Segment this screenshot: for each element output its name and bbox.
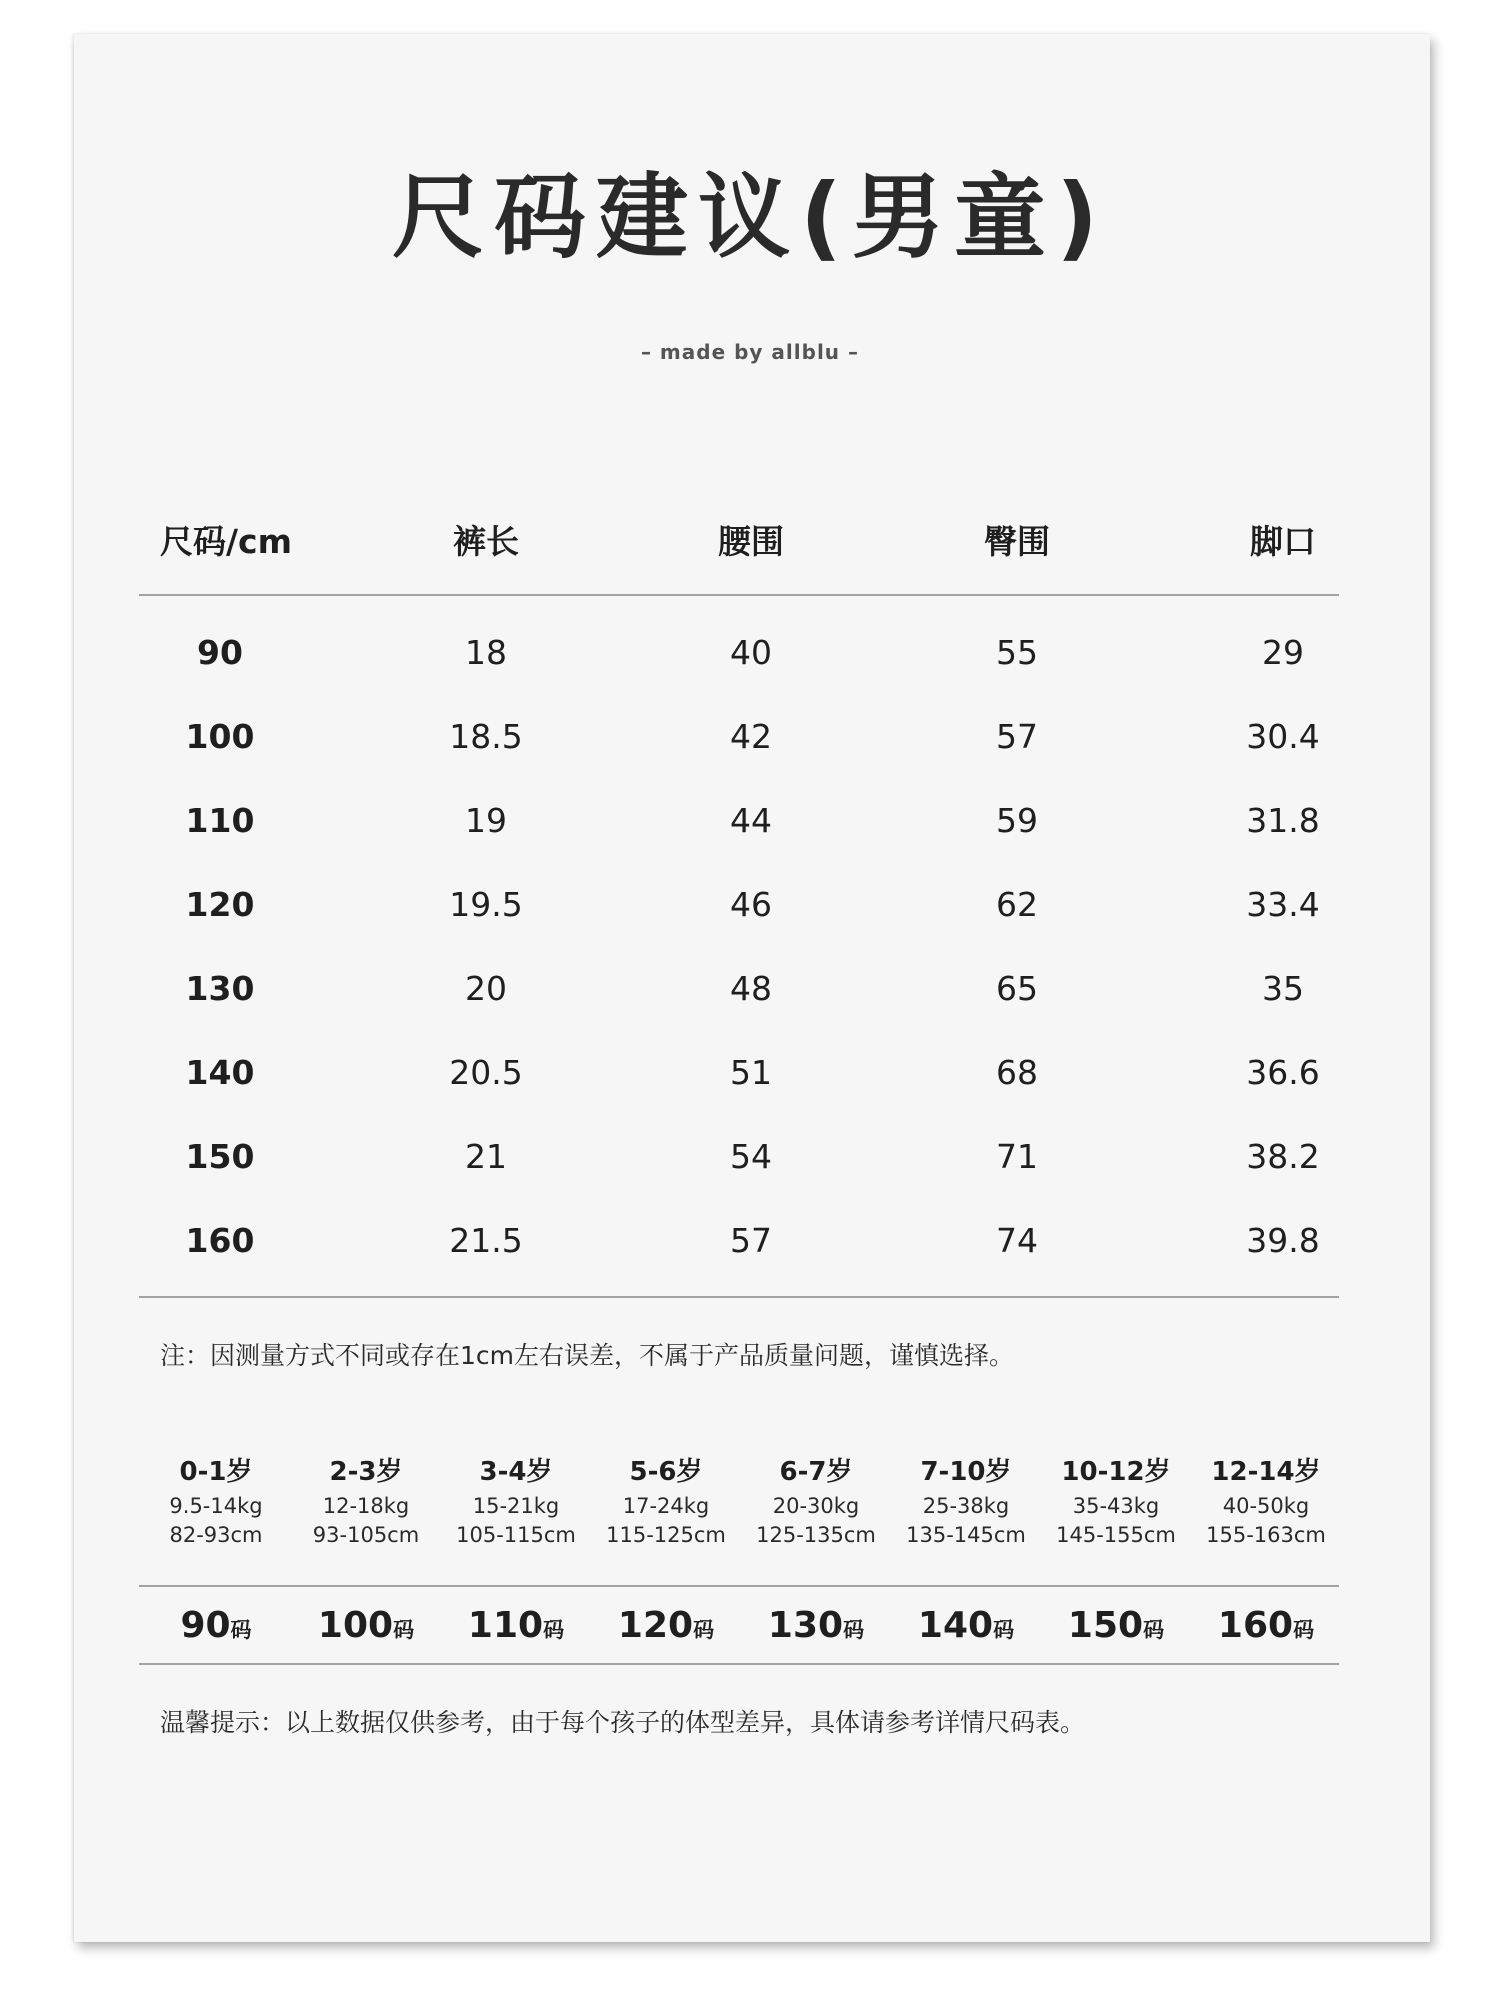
- age-guide-divider: [139, 1585, 1339, 1587]
- size-code-unit: 码: [1293, 1618, 1315, 1642]
- cell-hip: 71: [996, 1137, 1038, 1176]
- size-code: [618, 1594, 714, 1664]
- cell-waist: 57: [730, 1221, 772, 1260]
- cell-pants-length: 18: [465, 633, 507, 672]
- warm-tip: 温馨提示：以上数据仅供参考，由于每个孩子的体型差异，具体请参考详情尺码表。: [160, 1708, 1086, 1737]
- size-code-unit: 码: [230, 1618, 252, 1642]
- cell-size: 120: [185, 885, 255, 924]
- cell-size: 90: [197, 633, 243, 672]
- cell-waist: 42: [730, 717, 772, 756]
- header-divider: [139, 594, 1339, 596]
- cell-hem: 31.8: [1246, 801, 1320, 840]
- cell-pants-length: 19: [465, 801, 507, 840]
- age-group: [1039, 1452, 1193, 1550]
- size-code-unit: 码: [993, 1618, 1015, 1642]
- table-row: [0, 611, 1500, 695]
- cell-waist: 40: [730, 633, 772, 672]
- age-weight: 25-38kg: [922, 1494, 1010, 1518]
- size-code-number: 130: [767, 1605, 844, 1646]
- age-label: 5-6岁: [629, 1457, 703, 1487]
- age-height: 145-155cm: [1056, 1523, 1176, 1547]
- age-height: 93-105cm: [312, 1523, 420, 1547]
- age-group: [139, 1452, 293, 1550]
- table-row: [0, 779, 1500, 863]
- age-group: [589, 1452, 743, 1550]
- size-code: [918, 1594, 1014, 1664]
- size-code-number: 110: [467, 1605, 544, 1646]
- cell-waist: 44: [730, 801, 772, 840]
- age-weight: 15-21kg: [472, 1494, 560, 1518]
- age-group: [289, 1452, 443, 1550]
- cell-pants-length: 21.5: [449, 1221, 523, 1260]
- cell-hip: 55: [996, 633, 1038, 672]
- age-label: 0-1岁: [179, 1457, 253, 1487]
- age-height: 135-145cm: [906, 1523, 1026, 1547]
- size-code: [318, 1594, 414, 1664]
- cell-size: 130: [185, 969, 255, 1008]
- size-code: [1068, 1594, 1164, 1664]
- header-hip: 臀围: [984, 522, 1050, 561]
- cell-waist: 48: [730, 969, 772, 1008]
- size-code-number: 160: [1217, 1605, 1294, 1646]
- age-label: 6-7岁: [779, 1457, 853, 1487]
- age-weight: 40-50kg: [1222, 1494, 1310, 1518]
- age-weight: 20-30kg: [772, 1494, 860, 1518]
- age-group: [439, 1452, 593, 1550]
- cell-pants-length: 20.5: [449, 1053, 523, 1092]
- age-weight: 12-18kg: [322, 1494, 410, 1518]
- size-code-number: 120: [617, 1605, 694, 1646]
- age-group: [739, 1452, 893, 1550]
- table-row: [0, 1031, 1500, 1115]
- age-group: [889, 1452, 1043, 1550]
- cell-hem: 36.6: [1246, 1053, 1320, 1092]
- cell-size: 160: [185, 1221, 255, 1260]
- cell-size: 150: [185, 1137, 255, 1176]
- age-height: 105-115cm: [456, 1523, 576, 1547]
- size-code: [468, 1594, 564, 1664]
- header-pants-length: 裤长: [453, 522, 519, 561]
- cell-pants-length: 21: [465, 1137, 507, 1176]
- cell-hem: 39.8: [1246, 1221, 1320, 1260]
- size-code: [1218, 1594, 1314, 1664]
- cell-hip: 74: [996, 1221, 1038, 1260]
- size-code-number: 90: [180, 1605, 231, 1646]
- page-title: 尺码建议(男童): [391, 164, 1109, 271]
- cell-pants-length: 19.5: [449, 885, 523, 924]
- cell-pants-length: 20: [465, 969, 507, 1008]
- header-hem: 脚口: [1250, 522, 1316, 561]
- page-subtitle: – made by allblu –: [640, 340, 860, 364]
- age-label: 10-12岁: [1061, 1457, 1171, 1487]
- age-label: 12-14岁: [1211, 1457, 1321, 1487]
- age-height: 115-125cm: [606, 1523, 726, 1547]
- age-label: 7-10岁: [920, 1457, 1012, 1487]
- cell-hip: 68: [996, 1053, 1038, 1092]
- cell-size: 110: [185, 801, 255, 840]
- cell-hip: 57: [996, 717, 1038, 756]
- size-code-number: 100: [317, 1605, 394, 1646]
- size-code: [768, 1594, 864, 1664]
- size-table-header: [0, 517, 1500, 567]
- cell-waist: 51: [730, 1053, 772, 1092]
- table-row: [0, 695, 1500, 779]
- age-label: 2-3岁: [329, 1457, 403, 1487]
- size-code-unit: 码: [843, 1618, 865, 1642]
- cell-pants-length: 18.5: [449, 717, 523, 756]
- cell-hem: 30.4: [1246, 717, 1320, 756]
- age-guide: [139, 1452, 1339, 1567]
- cell-size: 100: [185, 717, 255, 756]
- size-code-divider: [139, 1663, 1339, 1665]
- table-row: [0, 947, 1500, 1031]
- cell-waist: 54: [730, 1137, 772, 1176]
- size-code-unit: 码: [1143, 1618, 1165, 1642]
- table-row: [0, 1199, 1500, 1283]
- cell-size: 140: [185, 1053, 255, 1092]
- cell-hip: 62: [996, 885, 1038, 924]
- cell-hem: 33.4: [1246, 885, 1320, 924]
- cell-waist: 46: [730, 885, 772, 924]
- size-code-row: [139, 1594, 1339, 1658]
- cell-hem: 29: [1262, 633, 1304, 672]
- size-code-unit: 码: [543, 1618, 565, 1642]
- table-row: [0, 1115, 1500, 1199]
- age-height: 82-93cm: [169, 1523, 263, 1547]
- table-bottom-divider: [139, 1296, 1339, 1298]
- header-waist: 腰围: [718, 522, 784, 561]
- size-code-number: 150: [1067, 1605, 1144, 1646]
- age-weight: 17-24kg: [622, 1494, 710, 1518]
- age-weight: 35-43kg: [1072, 1494, 1160, 1518]
- size-code-unit: 码: [693, 1618, 715, 1642]
- age-weight: 9.5-14kg: [169, 1494, 263, 1518]
- age-height: 125-135cm: [756, 1523, 876, 1547]
- size-code-unit: 码: [393, 1618, 415, 1642]
- age-label: 3-4岁: [479, 1457, 553, 1487]
- header-size: 尺码/cm: [160, 522, 292, 561]
- age-group: [1189, 1452, 1343, 1550]
- size-code: [180, 1594, 251, 1664]
- size-code-number: 140: [917, 1605, 994, 1646]
- cell-hem: 38.2: [1246, 1137, 1320, 1176]
- cell-hip: 65: [996, 969, 1038, 1008]
- table-row: [0, 863, 1500, 947]
- measurement-note: 注：因测量方式不同或存在1cm左右误差，不属于产品质量问题，谨慎选择。: [160, 1341, 1015, 1370]
- age-height: 155-163cm: [1206, 1523, 1326, 1547]
- cell-hem: 35: [1262, 969, 1304, 1008]
- cell-hip: 59: [996, 801, 1038, 840]
